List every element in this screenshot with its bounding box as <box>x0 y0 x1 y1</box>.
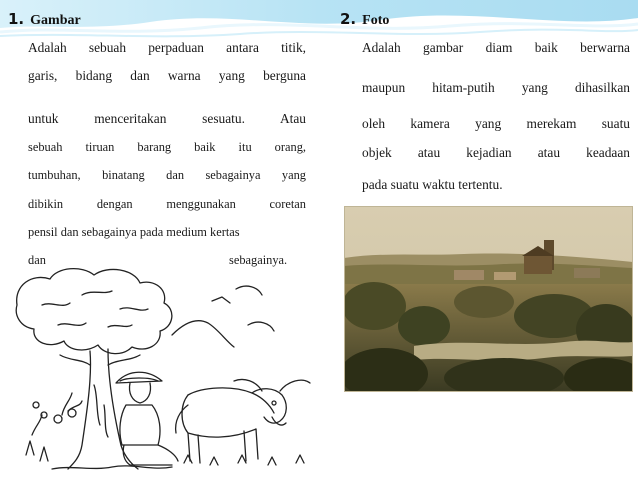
heading-title: Gambar <box>30 13 81 28</box>
text-line: untuk menceritakan sesuatu. Atau <box>28 111 306 126</box>
section-heading-gambar <box>8 10 81 29</box>
heading-title: Foto <box>362 13 390 28</box>
text-line: pensil dan sebagainya pada medium kertas <box>28 225 240 239</box>
text-line: pada suatu waktu tertentu. <box>362 177 503 192</box>
text-line: dan <box>28 253 46 267</box>
text-line: maupun hitam-putih yang dihasilkan <box>362 80 630 95</box>
landscape-photo <box>344 206 633 392</box>
sketch-illustration <box>12 265 317 475</box>
text-line: sebagainya. <box>229 253 288 267</box>
text-line: Adalah sebuah perpaduan antara titik, <box>28 40 306 55</box>
header-wave-banner <box>0 0 638 40</box>
text-line: garis, bidang dan warna yang berguna <box>28 68 306 83</box>
text-line: dibikin dengan menggunakan coretan <box>28 197 306 211</box>
section-heading-foto <box>340 10 389 29</box>
heading-number: 2. <box>340 10 357 28</box>
heading-number: 1. <box>8 10 25 28</box>
text-line: objek atau kejadian atau keadaan <box>362 145 630 160</box>
text-line: Adalah gambar diam baik berwarna <box>362 40 630 55</box>
text-line: tumbuhan, binatang dan sebagainya yang <box>28 168 306 182</box>
text-line: sebuah tiruan barang baik itu orang, <box>28 140 306 154</box>
text-line: oleh kamera yang merekam suatu <box>362 116 630 131</box>
